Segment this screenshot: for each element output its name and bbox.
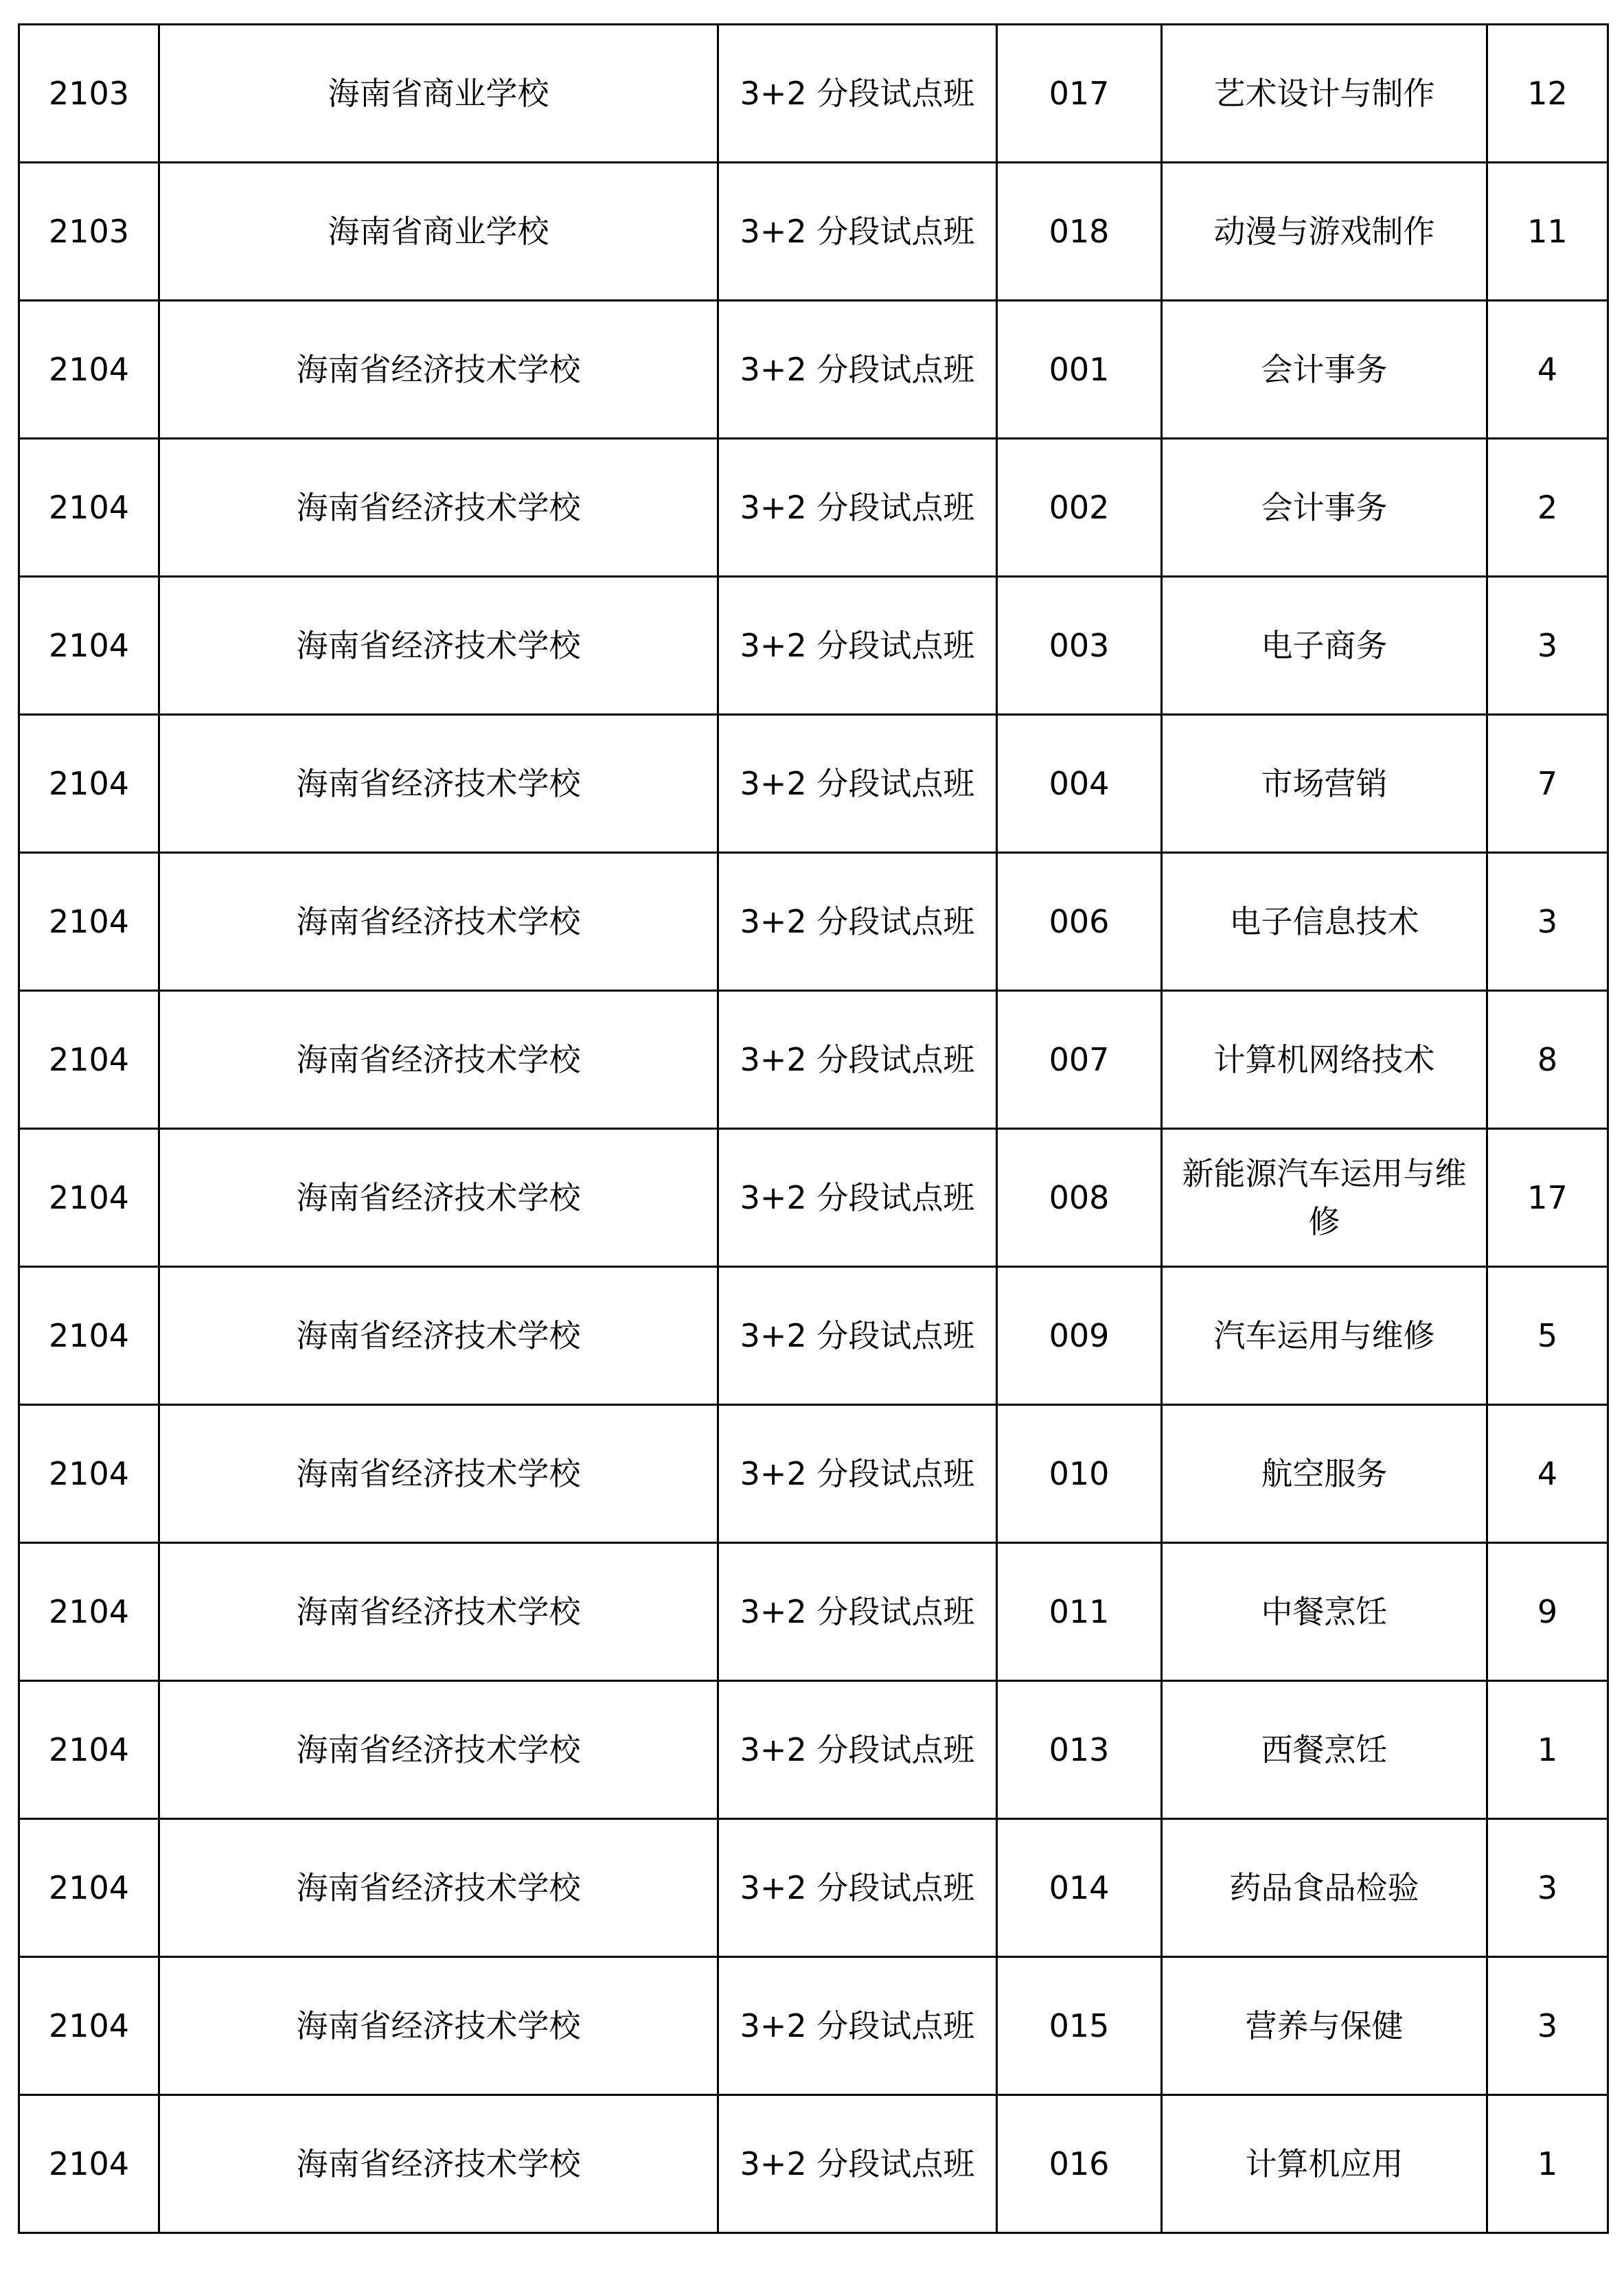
school-name-cell: 海南省经济技术学校: [159, 715, 718, 853]
school-code-cell: 2104: [19, 439, 159, 577]
class-type-cell: 3+2 分段试点班: [718, 991, 997, 1129]
school-code-cell: 2104: [19, 991, 159, 1129]
school-code-cell: 2104: [19, 2095, 159, 2233]
major-name-cell: 会计事务: [1162, 439, 1487, 577]
school-name-cell: 海南省经济技术学校: [159, 853, 718, 991]
quota-count-cell: 7: [1487, 715, 1608, 853]
table-row: [19, 1129, 1608, 1267]
quota-count-cell: 4: [1487, 1405, 1608, 1543]
quota-count-cell: 1: [1487, 1681, 1608, 1819]
school-name-cell: 海南省经济技术学校: [159, 2095, 718, 2233]
school-code-cell: 2104: [19, 1957, 159, 2095]
class-type-cell: 3+2 分段试点班: [718, 1819, 997, 1957]
quota-count-cell: 17: [1487, 1129, 1608, 1267]
school-name-cell: 海南省经济技术学校: [159, 1957, 718, 2095]
major-code-cell: 003: [997, 577, 1162, 715]
class-type-cell: 3+2 分段试点班: [718, 715, 997, 853]
school-name-cell: 海南省经济技术学校: [159, 1267, 718, 1405]
major-name-cell: 市场营销: [1162, 715, 1487, 853]
school-name-cell: 海南省经济技术学校: [159, 1819, 718, 1957]
class-type-cell: 3+2 分段试点班: [718, 1405, 997, 1543]
table-row: [19, 1681, 1608, 1819]
major-name-cell: 新能源汽车运用与维修: [1162, 1129, 1487, 1267]
class-type-cell: 3+2 分段试点班: [718, 853, 997, 991]
major-name-cell: 艺术设计与制作: [1162, 25, 1487, 163]
major-code-cell: 017: [997, 25, 1162, 163]
class-type-cell: 3+2 分段试点班: [718, 439, 997, 577]
major-code-cell: 007: [997, 991, 1162, 1129]
class-type-cell: 3+2 分段试点班: [718, 577, 997, 715]
class-type-cell: 3+2 分段试点班: [718, 1129, 997, 1267]
major-code-cell: 006: [997, 853, 1162, 991]
table-row: [19, 2095, 1608, 2233]
school-name-cell: 海南省经济技术学校: [159, 439, 718, 577]
major-code-cell: 001: [997, 301, 1162, 439]
table-row: [19, 1267, 1608, 1405]
quota-count-cell: 5: [1487, 1267, 1608, 1405]
quota-count-cell: 3: [1487, 577, 1608, 715]
table-row: [19, 163, 1608, 301]
major-code-cell: 009: [997, 1267, 1162, 1405]
school-code-cell: 2104: [19, 1543, 159, 1681]
class-type-cell: 3+2 分段试点班: [718, 25, 997, 163]
table-row: [19, 25, 1608, 163]
major-code-cell: 011: [997, 1543, 1162, 1681]
school-code-cell: 2103: [19, 25, 159, 163]
major-name-cell: 电子商务: [1162, 577, 1487, 715]
major-name-cell: 汽车运用与维修: [1162, 1267, 1487, 1405]
major-name-cell: 会计事务: [1162, 301, 1487, 439]
class-type-cell: 3+2 分段试点班: [718, 1957, 997, 2095]
quota-count-cell: 8: [1487, 991, 1608, 1129]
quota-count-cell: 4: [1487, 301, 1608, 439]
school-code-cell: 2104: [19, 1819, 159, 1957]
table-row: [19, 853, 1608, 991]
enrollment-table: [18, 23, 1609, 2234]
major-code-cell: 004: [997, 715, 1162, 853]
major-code-cell: 016: [997, 2095, 1162, 2233]
major-code-cell: 015: [997, 1957, 1162, 2095]
major-name-cell: 中餐烹饪: [1162, 1543, 1487, 1681]
class-type-cell: 3+2 分段试点班: [718, 2095, 997, 2233]
table-row: [19, 301, 1608, 439]
school-name-cell: 海南省经济技术学校: [159, 1129, 718, 1267]
school-code-cell: 2104: [19, 577, 159, 715]
quota-count-cell: 3: [1487, 1819, 1608, 1957]
major-name-cell: 动漫与游戏制作: [1162, 163, 1487, 301]
table-body: [19, 25, 1608, 2233]
quota-count-cell: 1: [1487, 2095, 1608, 2233]
quota-count-cell: 3: [1487, 853, 1608, 991]
major-name-cell: 计算机应用: [1162, 2095, 1487, 2233]
table-row: [19, 991, 1608, 1129]
table-row: [19, 1819, 1608, 1957]
table-row: [19, 1957, 1608, 2095]
school-code-cell: 2104: [19, 715, 159, 853]
school-code-cell: 2104: [19, 1267, 159, 1405]
school-name-cell: 海南省经济技术学校: [159, 1405, 718, 1543]
quota-count-cell: 12: [1487, 25, 1608, 163]
major-code-cell: 018: [997, 163, 1162, 301]
school-name-cell: 海南省商业学校: [159, 163, 718, 301]
quota-count-cell: 9: [1487, 1543, 1608, 1681]
school-name-cell: 海南省经济技术学校: [159, 1681, 718, 1819]
school-code-cell: 2104: [19, 1129, 159, 1267]
class-type-cell: 3+2 分段试点班: [718, 163, 997, 301]
major-name-cell: 西餐烹饪: [1162, 1681, 1487, 1819]
quota-count-cell: 2: [1487, 439, 1608, 577]
major-code-cell: 014: [997, 1819, 1162, 1957]
class-type-cell: 3+2 分段试点班: [718, 301, 997, 439]
table-row: [19, 439, 1608, 577]
school-name-cell: 海南省经济技术学校: [159, 301, 718, 439]
major-code-cell: 002: [997, 439, 1162, 577]
major-name-cell: 药品食品检验: [1162, 1819, 1487, 1957]
school-code-cell: 2103: [19, 163, 159, 301]
school-name-cell: 海南省经济技术学校: [159, 1543, 718, 1681]
major-code-cell: 008: [997, 1129, 1162, 1267]
school-name-cell: 海南省经济技术学校: [159, 577, 718, 715]
school-code-cell: 2104: [19, 853, 159, 991]
school-code-cell: 2104: [19, 301, 159, 439]
school-code-cell: 2104: [19, 1681, 159, 1819]
table-row: [19, 715, 1608, 853]
quota-count-cell: 11: [1487, 163, 1608, 301]
major-name-cell: 计算机网络技术: [1162, 991, 1487, 1129]
major-code-cell: 013: [997, 1681, 1162, 1819]
table-row: [19, 577, 1608, 715]
major-name-cell: 电子信息技术: [1162, 853, 1487, 991]
class-type-cell: 3+2 分段试点班: [718, 1681, 997, 1819]
major-code-cell: 010: [997, 1405, 1162, 1543]
school-name-cell: 海南省商业学校: [159, 25, 718, 163]
school-code-cell: 2104: [19, 1405, 159, 1543]
class-type-cell: 3+2 分段试点班: [718, 1543, 997, 1681]
major-name-cell: 营养与保健: [1162, 1957, 1487, 2095]
class-type-cell: 3+2 分段试点班: [718, 1267, 997, 1405]
table-row: [19, 1543, 1608, 1681]
table-row: [19, 1405, 1608, 1543]
school-name-cell: 海南省经济技术学校: [159, 991, 718, 1129]
quota-count-cell: 3: [1487, 1957, 1608, 2095]
major-name-cell: 航空服务: [1162, 1405, 1487, 1543]
